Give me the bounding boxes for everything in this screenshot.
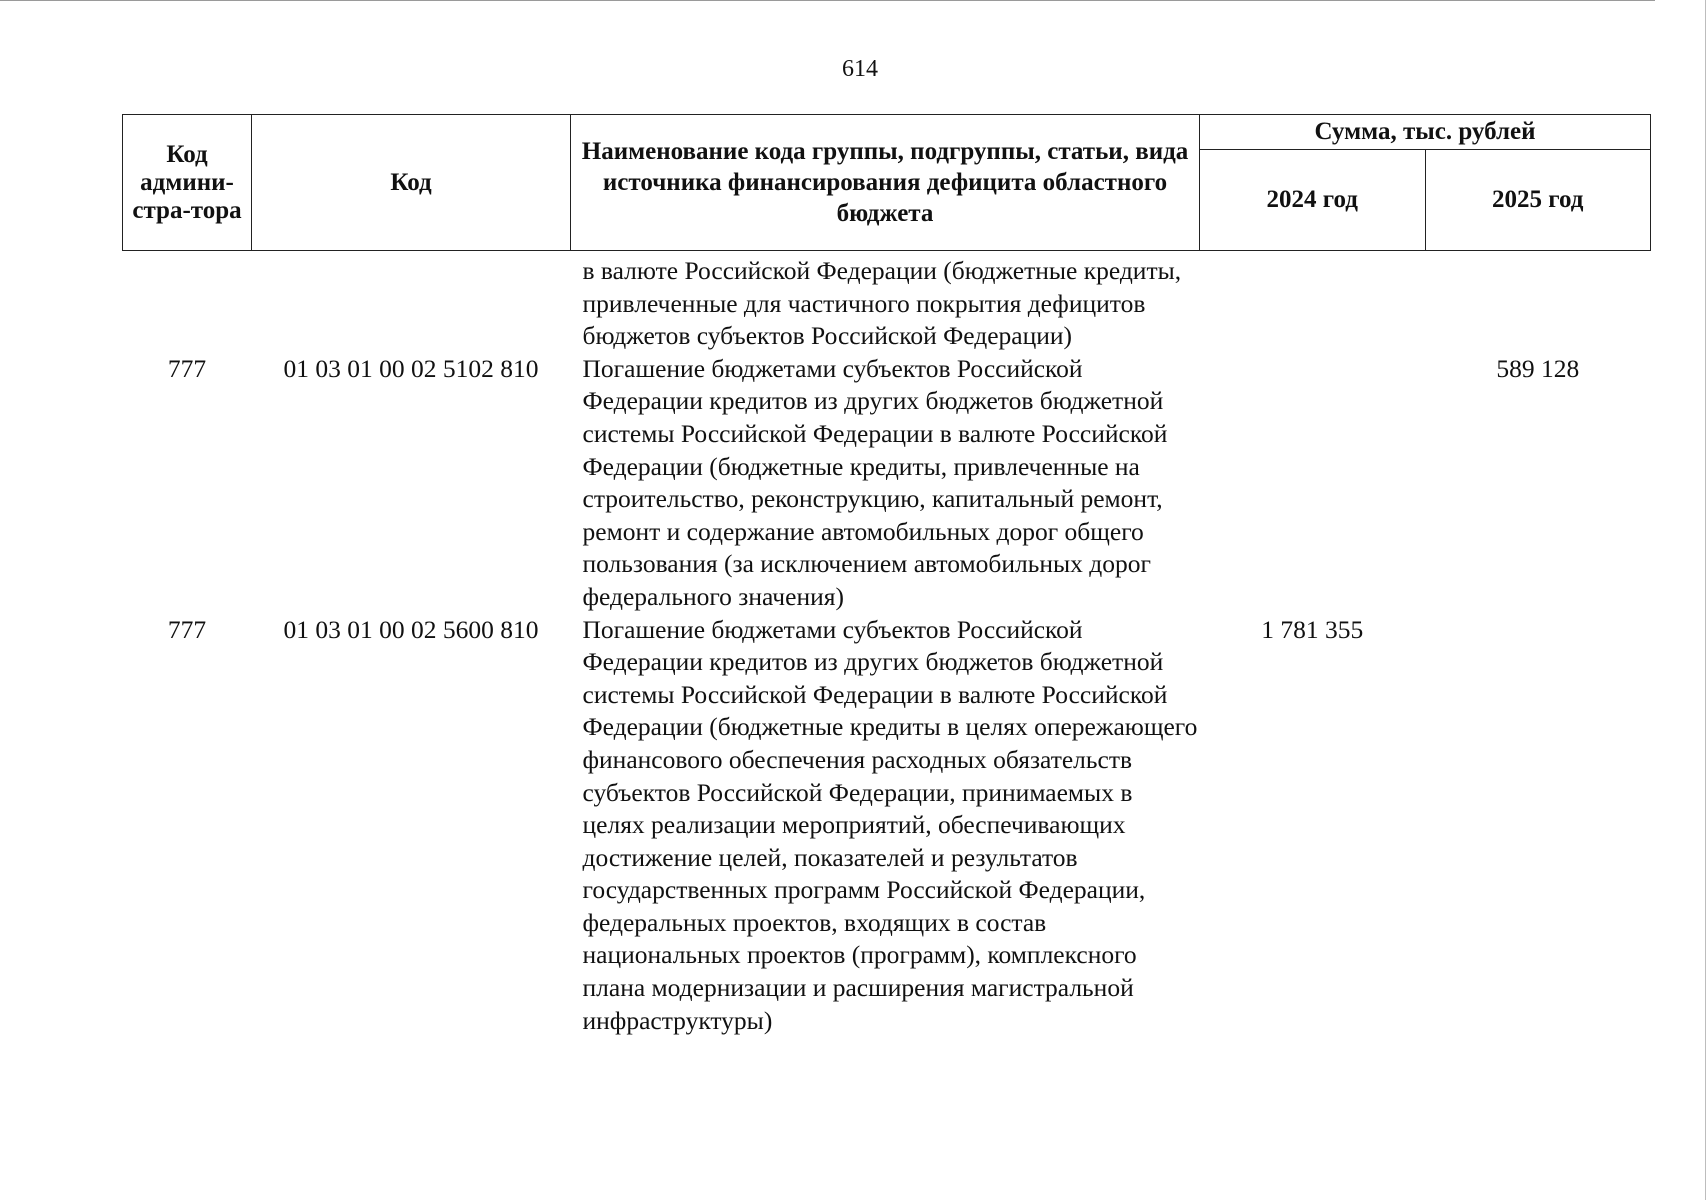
scan-top-edge xyxy=(0,0,1655,1)
table-row xyxy=(123,353,1651,614)
header-year-2025: 2025 год xyxy=(1425,150,1651,251)
cell-admin xyxy=(123,251,252,353)
header-sum: Сумма, тыс. рублей xyxy=(1200,115,1651,150)
cell-2025: 589 128 xyxy=(1496,353,1580,383)
header-code: Код xyxy=(252,115,571,251)
table-row xyxy=(123,614,1651,1038)
cell-name: Погашение бюджетами субъектов Российской Федерации кредитов из других бюджетов бюджетной системы Российской Федерации в валюте Российской Федерации (бюджетные кредиты, привлеченные на строительство, реконструкцию, капитальный ремонт, ремонт и содержание автомобильных дорог общего пользования (за исключением автомобильных дорог федерального значения) xyxy=(582,353,1168,611)
page-number: 614 xyxy=(842,56,878,82)
header-name: Наименование кода группы, подгруппы, статьи, вида источника финансирования дефицита областного бюджета xyxy=(571,115,1200,251)
table-header-row xyxy=(123,115,1651,150)
cell-admin: 777 xyxy=(167,614,207,644)
cell-2025 xyxy=(1425,614,1651,1038)
cell-2024 xyxy=(1200,251,1426,353)
cell-name: Погашение бюджетами субъектов Российской Федерации кредитов из других бюджетов бюджетной системы Российской Федерации в валюте Российской Федерации (бюджетные кредиты в целях опережающего финансового обеспечения расходных обязательств субъектов Российской Федерации, принимаемых в целях реализации мероприятий, обеспечивающих достижение целей, показателей и результатов государственных программ Российской Федерации, федеральных проектов, входящих в состав национальных проектов (программ), комплексного плана модернизации и расширения магистральной инфраструктуры) xyxy=(582,614,1198,1035)
scan-right-edge xyxy=(1705,0,1706,1200)
sources-financing-table xyxy=(122,114,1651,1037)
cell-code: 01 03 01 00 02 5102 810 xyxy=(283,353,539,383)
cell-2025 xyxy=(1425,251,1651,353)
table-row xyxy=(123,251,1651,353)
cell-code: 01 03 01 00 02 5600 810 xyxy=(283,614,539,644)
header-year-2024: 2024 год xyxy=(1200,150,1426,251)
header-admin-code: Код админи-стра-тора xyxy=(123,115,252,251)
cell-2024 xyxy=(1200,353,1426,614)
cell-name: в валюте Российской Федерации (бюджетные кредиты, привлеченные для частичного покрытия дефицитов бюджетов субъектов Российской Федерации) xyxy=(582,256,1182,351)
cell-code xyxy=(252,251,571,353)
cell-2024: 1 781 355 xyxy=(1261,614,1364,644)
cell-admin: 777 xyxy=(167,353,207,383)
